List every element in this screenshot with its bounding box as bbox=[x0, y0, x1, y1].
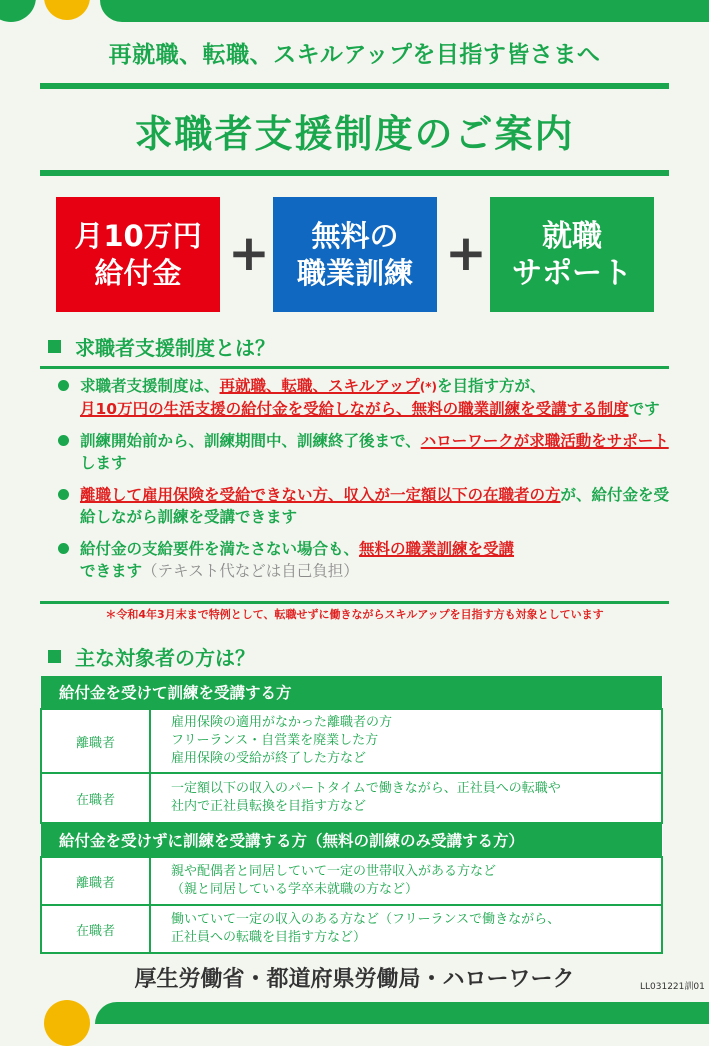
bullet-dot-icon bbox=[58, 543, 69, 554]
bullet-item bbox=[52, 484, 672, 528]
desc-line: フリーランス・自営業を廃業した方 bbox=[171, 733, 379, 748]
bullet-dot-icon bbox=[58, 435, 69, 446]
training-box bbox=[273, 197, 437, 312]
section-heading-targets bbox=[48, 642, 255, 671]
section-heading-text: 主な対象者の方は？ bbox=[75, 646, 255, 670]
support-box-line1: 就職 bbox=[542, 218, 602, 254]
bullet-highlight: 離職して雇用保険を受給できない方、収入が一定額以下の在職者の方 bbox=[80, 486, 561, 504]
table-row bbox=[41, 773, 662, 823]
training-box-line1: 無料の bbox=[311, 218, 399, 253]
support-box-line2: サポート bbox=[512, 255, 632, 291]
desc-line: （親と同居している学卒未就職の方など） bbox=[171, 882, 419, 897]
plus-sign-1: + bbox=[228, 224, 270, 282]
bullet-highlight: 再就職、転職、スキルアップ bbox=[219, 377, 420, 395]
desc-line: 正社員への転職を目指す方など） bbox=[171, 930, 367, 945]
bullet-text: を目指す方が、 bbox=[437, 377, 546, 395]
decor-circle-yellow-bottom bbox=[44, 1000, 90, 1046]
section-heading-text: 求職者支援制度とは？ bbox=[75, 336, 275, 360]
plus-sign-2: + bbox=[445, 224, 487, 282]
row-label: 離職者 bbox=[41, 857, 150, 905]
target-table bbox=[40, 676, 663, 954]
row-label: 在職者 bbox=[41, 905, 150, 953]
row-description bbox=[150, 709, 662, 773]
bullet-highlight: 無料の職業訓練を受講 bbox=[359, 540, 515, 558]
support-box bbox=[490, 197, 654, 312]
square-bullet-icon bbox=[48, 340, 61, 353]
row-description bbox=[150, 773, 662, 823]
bullet-highlight: 月10万円の生活支援の給付金を受給しながら、無料の職業訓練を受講する制度 bbox=[80, 400, 629, 418]
bullet-note: （テキスト代などは自己負担） bbox=[142, 562, 359, 580]
benefit-box bbox=[56, 197, 220, 312]
bullet-highlight: ハローワークが求職活動をサポート bbox=[420, 432, 669, 450]
table-row bbox=[41, 905, 662, 953]
row-label: 在職者 bbox=[41, 773, 150, 823]
table-group-header bbox=[41, 676, 662, 709]
title-rule-bottom bbox=[40, 170, 669, 176]
desc-line: 親や配偶者と同居していて一定の世帯収入がある方など bbox=[171, 864, 497, 879]
table-group-header bbox=[41, 823, 662, 857]
bullet-item bbox=[52, 538, 672, 582]
bullet-text: が、給付金を受給しながら訓練を受講できます bbox=[80, 486, 670, 526]
footnote: ＊令和4年3月末まで特例として、転職せずに働きながらスキルアップを目指す方も対象としています bbox=[105, 608, 604, 621]
desc-line: 社内で正社員転換を目指す方など bbox=[171, 799, 367, 814]
group-header-cell: 給付金を受けて訓練を受講する方 bbox=[41, 676, 662, 709]
note-rule bbox=[40, 601, 669, 604]
footer-organizations: 厚生労働省・都道府県労働局・ハローワーク bbox=[134, 967, 575, 992]
subtitle: 再就職、転職、スキルアップを目指す皆さまへ bbox=[108, 42, 601, 68]
bullet-text: します bbox=[80, 454, 127, 472]
bullet-item bbox=[52, 375, 672, 420]
bullet-dot-icon bbox=[58, 380, 69, 391]
bullet-text: 求職者支援制度は、 bbox=[80, 377, 220, 395]
square-bullet-icon bbox=[48, 650, 61, 663]
bullet-text: 給付金の支給要件を満たさない場合も、 bbox=[80, 540, 360, 558]
row-description bbox=[150, 857, 662, 905]
row-description bbox=[150, 905, 662, 953]
desc-line: 一定額以下の収入のパートタイムで働きながら、正社員への転職や bbox=[171, 781, 561, 796]
section1-rule bbox=[40, 366, 669, 369]
group-header-cell: 給付金を受けずに訓練を受講する方（無料の訓練のみ受講する方） bbox=[41, 823, 662, 857]
section-heading-what-is bbox=[48, 332, 275, 361]
bullet-text: できます bbox=[80, 562, 143, 580]
desc-line: 働いていて一定の収入のある方など（フリーランスで働きながら、 bbox=[171, 912, 561, 927]
desc-line: 雇用保険の受給が終了した方など bbox=[171, 751, 367, 766]
row-label: 離職者 bbox=[41, 709, 150, 773]
benefit-box-line1: 月10万円 bbox=[74, 218, 202, 253]
bullet-text: です bbox=[628, 400, 660, 418]
decor-bar bbox=[100, 0, 709, 22]
bullet-dot-icon bbox=[58, 489, 69, 500]
bullet-item bbox=[52, 430, 672, 474]
bullet-text: 訓練開始前から、訓練期間中、訓練終了後まで、 bbox=[80, 432, 421, 450]
title-rule-top bbox=[40, 83, 669, 89]
top-decoration bbox=[0, 0, 709, 22]
page-title: 求職者支援制度のご案内 bbox=[134, 112, 575, 156]
table-row bbox=[41, 857, 662, 905]
decor-circle-green bbox=[0, 0, 36, 22]
bullet-list bbox=[52, 375, 672, 592]
footnote-mark: (*) bbox=[419, 380, 438, 394]
desc-line: 雇用保険の適用がなかった離職者の方 bbox=[171, 715, 393, 730]
training-box-line2: 職業訓練 bbox=[296, 255, 413, 290]
table-row bbox=[41, 709, 662, 773]
decor-circle-yellow bbox=[44, 0, 90, 20]
document-code: LL031221訓01 bbox=[640, 982, 705, 992]
benefit-box-line2: 給付金 bbox=[94, 255, 182, 290]
decor-bar-bottom bbox=[95, 1002, 709, 1024]
